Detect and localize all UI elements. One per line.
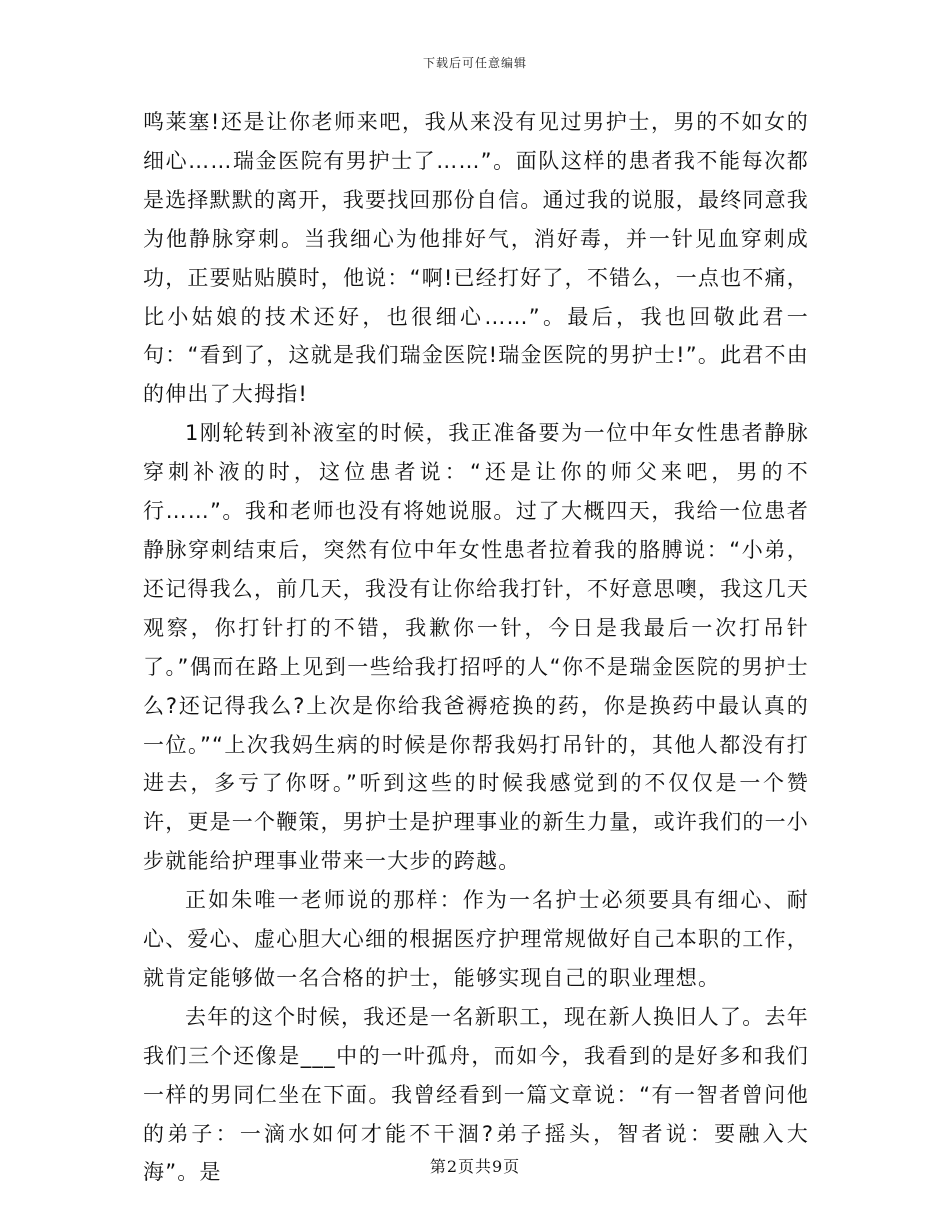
paragraph-continuation: 鸣莱塞!还是让你老师来吧，我从来没有见过男护士，男的不如女的细心……瑞金医院有男护士了……”。面队这样的患者我不能每次都是选择默默的离开，我要找回那份自信。通过我的说服，最终同意我为他静脉穿刺。当我细心为他排好气，消好毒，并一针见血穿刺成功，正要贴贴膜时，他说：“啊!已经打好了，不错么，一点也不痛，比小姑娘的技术还好，也很细心……”。最后，我也回敬此君一句：“看到了，这就是我们瑞金医院!瑞金医院的男护士!”。此君不由的伸出了大拇指!	[143, 110, 809, 407]
page-footer: 第2页共9页	[429, 1157, 521, 1176]
paragraph: 1刚轮转到补液室的时候，我正准备要为一位中年女性患者静脉穿刺补液的时，这位患者说：“还是让你的师父来吧，男的不行……”。我和老师也没有将她说服。过了大概四天，我给一位患者静脉穿刺结束后，突然有位中年女性患者拉着我的胳膊说：“小弟，还记得我么，前几天，我没有让你给我打针，不好意思噢，我这几天观察，你打针打的不错，我歉你一针，今日是我最后一次打吊针了。”偶而在路上见到一些给我打招呼的人“你不是瑞金医院的男护士么?还记得我么?上次是你给我爸褥疮换的药，你是换药中最认真的一位。”“上次我妈生病的时候是你帮我妈打吊针的，其他人都没有打进去，多亏了你呀。”听到这些的时候我感觉到的不仅仅是一个赞许，更是一个鞭策，男护士是护理事业的新生力量，或许我们的一小步就能给护理事业带来一大步的跨越。	[143, 421, 809, 874]
page-header: 下载后可任意编辑	[422, 56, 527, 70]
paragraph: 去年的这个时候，我还是一名新职工，现在新人换旧人了。去年我们三个还像是___中的一叶孤舟，而如今，我看到的是好多和我们一样的男同仁坐在下面。我曾经看到一篇文章说：“有一智者曾问他的弟子：一滴水如何才能不干涸?弟子摇头，智者说：要融入大海”。是	[143, 1004, 809, 1185]
paragraph: 正如朱唯一老师说的那样：作为一名护士必须要具有细心、耐心、爱心、虚心胆大心细的根据医疗护理常规做好自己本职的工作，就肯定能够做一名合格的护士，能够实现自己的职业理想。	[143, 888, 809, 990]
document-body	[143, 103, 809, 1192]
